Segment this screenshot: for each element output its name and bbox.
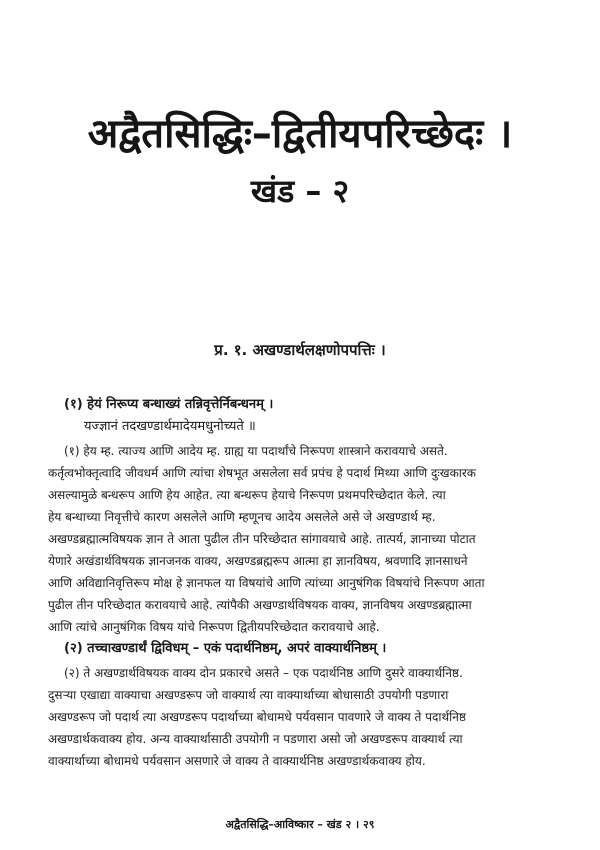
paragraph-1-line: (१) हेय म्ह. त्याज्य आणि आदेय म्ह. ग्राह्य या पदार्थांचे निरूपण शास्त्राने करावयाचे असते. xyxy=(64,444,448,458)
paragraph-1-line: हेय बन्धाच्या निवृत्तीचे कारण असलेले आणि म्हणूनच आदेय असलेले असे जे अखण्डार्थ म्ह. xyxy=(48,510,436,524)
verse-1-line-2: यज्ज्ञानं तदखण्डार्थमादेयमधुनोच्यते ॥ xyxy=(84,419,256,434)
sutra-2: (२) तच्चाखण्डार्थं द्विविधम् – एकं पदार्थनिष्ठम्, अपरं वाक्यार्थनिष्ठम् । xyxy=(64,641,387,656)
section-heading: प्र. १. अखण्डार्थलक्षणोपपत्तिः । xyxy=(214,341,386,359)
paragraph-1-line: असल्यामुळे बन्धरूप आणि हेय आहेत. त्या बन्धरूप हेयाचे निरूपण प्रथमपरिच्छेदात केले. त्या xyxy=(48,488,446,502)
paragraph-1-line: आणि त्यांचे आनुषंगिक विषय यांचे निरूपण द्वितीयपरिच्छेदात करावयाचे आहे. xyxy=(48,620,380,634)
paragraph-1-line: अखण्डब्रह्मात्मविषयक ज्ञान ते आता पुढील तीन परिच्छेदात सांगावयाचे आहे. तात्पर्य, ज्ञानाच्या पोटात xyxy=(48,532,476,546)
paragraph-1-line: पुढील तीन परिच्छेदात करावयाचे आहे. त्यांपैकी अखण्डार्थविषयक वाक्य, ज्ञानविषय अखण्डब्रह्मात्मा xyxy=(48,598,472,612)
page-title: अद्वैतसिद्धिः–द्वितीयपरिच्छेदः । xyxy=(87,111,513,157)
paragraph-2-line: (२) ते अखण्डार्थविषयक वाक्य दोन प्रकारचे असते – एक पदार्थनिष्ठ आणि दुसरे वाक्यार्थनिष्ठ. xyxy=(64,666,463,680)
verse-1-line-1: (१) हेयं निरूप्य बन्धाख्यं तन्निवृत्तेर्निबन्धनम् । xyxy=(64,397,274,412)
paragraph-1 xyxy=(48,440,566,638)
page-footer: अद्वैतसिद्धि–आविष्कार – खंड २ । २९ xyxy=(225,818,375,831)
paragraph-2-line: वाक्यार्थाच्या बोधामधे पर्यवसान असणारे जे वाक्य ते वाक्यार्थनिष्ठ अखण्डार्थकवाक्य होय. xyxy=(48,754,426,768)
paragraph-2-line: अखण्डार्थकवाक्य होय. अन्य वाक्यार्थासाठी उपयोगी न पडणारा असो जो अखण्डरूप वाक्यार्थ त्या xyxy=(48,732,463,746)
page-subtitle: खंड – २ xyxy=(250,172,350,210)
paragraph-2-line: अखण्डरूप जो पदार्थ त्या अखण्डरूप पदार्थाच्या बोधामधे पर्यवसान पावणारे जे वाक्य ते पदार्थनिष्ठ xyxy=(48,710,467,724)
paragraph-1-line: आणि अविद्यानिवृत्तिरूप मोक्ष हे ज्ञानफल या विषयांचे आणि त्यांच्या आनुषंगिक विषयांचे निरूपण आता xyxy=(48,576,485,590)
paragraph-2 xyxy=(48,662,566,772)
verse-1 xyxy=(64,394,564,438)
paragraph-1-line: कर्तृत्वभोक्तृत्वादि जीवधर्म आणि त्यांचा शेषभूत असलेला सर्व प्रपंच हे पदार्थ मिथ्या आणि दुःखकारक xyxy=(48,466,477,480)
paragraph-2-line: दुसऱ्या एखाद्या वाक्याचा अखण्डरूप जो वाक्यार्थ त्या वाक्यार्थाच्या बोधासाठी उपयोगी पडणारा xyxy=(48,688,449,702)
paragraph-1-line: येणारे अखंडार्थविषयक ज्ञानजनक वाक्य, अखण्डब्रह्मरूप आत्मा हा ज्ञानविषय, श्रवणादि ज्ञानसाधने xyxy=(48,554,468,568)
